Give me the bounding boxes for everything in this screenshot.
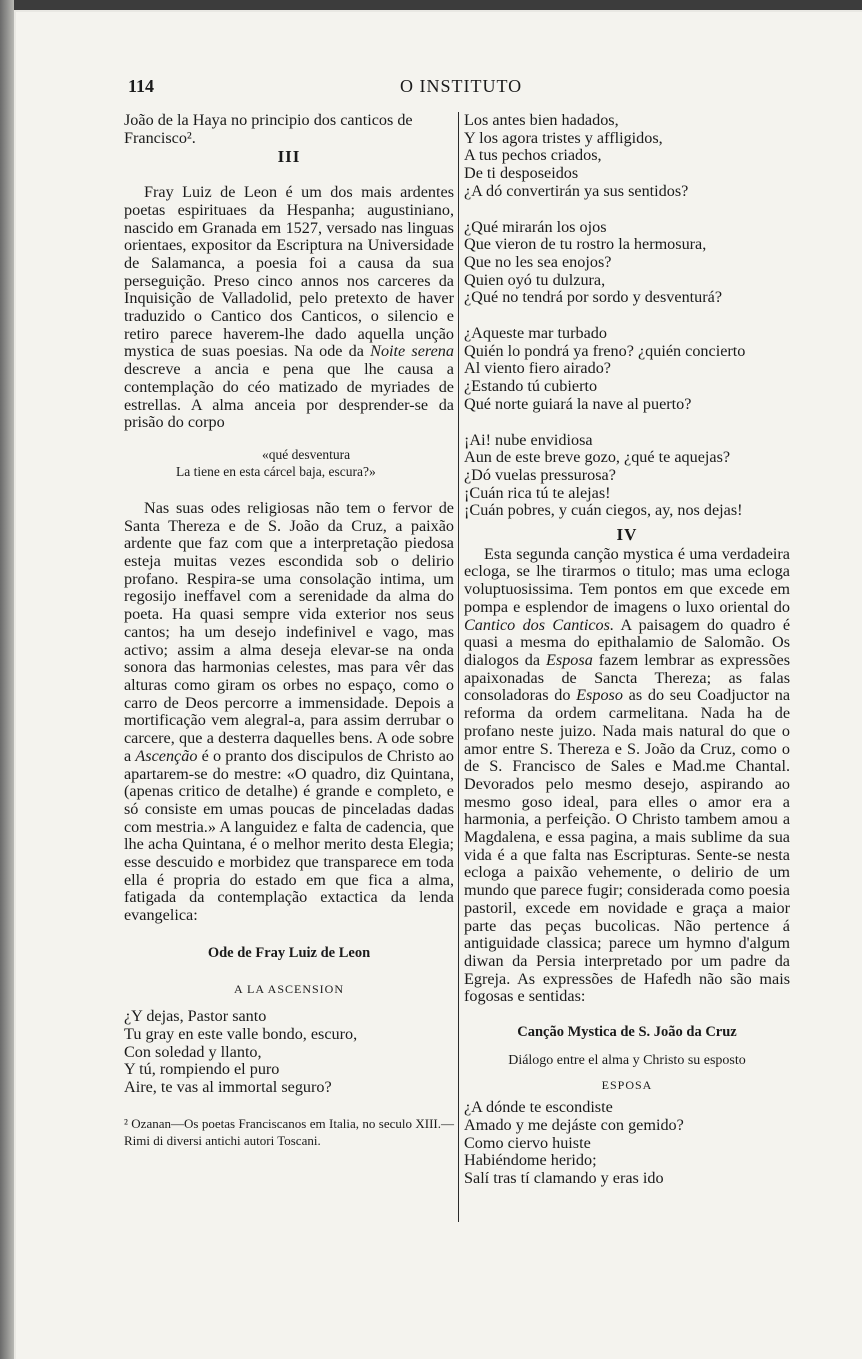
block-quote: «qué desventura La tiene en esta cárcel baja, escura?» — [176, 446, 376, 479]
book-binding-left — [0, 0, 14, 1359]
paragraph: Fray Luiz de Leon é um dos mais ardentes poetas espirituaes da Hespanha; augustiniano, nascido em Granada em 1527, versado nas linguas orientaes, expositor da Escriptura na Universidade de Salamanca, a poesia foi a causa da sua perseguição. Preso cinco annos nos carceres da Inquisição de Valladolid, pelo pretexto de haver traduzido o Cantico dos Canticos, o silencio e retiro parece haverem-lhe dado aquella unção mystica de suas poesias. Na ode da Noite serena descreve a ancia e pena que lhe causa a contemplação do céo matizado de myriades de estrellas. A alma anceia por desprender-se da prisão do corpo — [124, 183, 454, 432]
page-number: 114 — [128, 76, 155, 96]
paragraph: Nas suas odes religiosas não tem o fervor de Santa Thereza e de S. João da Cruz, a paixão ardente que faz com que a interpretação piedosa esteja muitas vezes escondida sob o delirio profano. Respira-se uma consolação intima, um regosijo ineffavel com a serenidade da alma do poeta. Ha quasi sempre vida exterior nos seus cantos; ha um desejo indefinivel e vago, mas activo; assim a alma deseja elevar-se na onda sonora das harmonias celestes, mas para vêr das alturas como giram os orbes no espaço, como o carro de Deos percorre a immensidade. Depois a mortificação vem alegral-a, para assim derrubar o carcere, que a desterra daquelles bens. A ode sobre a Ascenção é o pranto dos discipulos de Christo ao apartarem-se do mestre: «O quadro, diz Quintana, (apenas critico de detalhe) é grande e completo, e só consiste em umas poucas de pinceladas dadas com mestria.» A languidez e falta de cadencia, que lhe acha Quintana, é o melhor merito desta Elegia; esse descuido e morbidez que transparece em toda ella é propria do estado em que fica a alma, fatigada da contemplação extactica da lenda evangelica: — [124, 498, 455, 925]
poem-subtitle: A LA ASCENSION — [233, 981, 345, 996]
speaker-label: ESPOSA — [601, 1078, 653, 1093]
running-title: O INSTITUTO — [400, 76, 523, 96]
section-heading-iii: III — [277, 147, 301, 167]
book-binding-top — [0, 0, 862, 10]
poem-stanza: Los antes bien hadados, Y los agora tristes y affligidos, A tus pechos criados, De ti desposeidos ¿A dó convertirán ya sus sentidos? — [464, 111, 689, 200]
column-rule — [458, 112, 459, 1222]
section-heading-iv: IV — [616, 525, 638, 545]
poem-subtitle: Diálogo entre el alma y Christo su esposto — [508, 1052, 746, 1068]
poem-stanza: ¿Aqueste mar turbado Quién lo pondrá ya freno? ¿quién concierto Al viento fiero airado? ¿Estando tú cubierto Qué norte guiará la nave al puerto? — [464, 324, 746, 413]
page-header — [128, 76, 788, 98]
poem-stanza: ¿Qué mirarán los ojos Que vieron de tu rostro la hermosura, Que no les sea enojos? Quien oyó tu dulzura, ¿Qué no tendrá por sordo y desventurá? — [464, 217, 723, 307]
poem-stanza: ¡Ai! nube envidiosa Aun de este breve gozo, ¿qué te aquejas? ¿Dó vuelas pressurosa? ¡Cuán rica tú te alejas! ¡Cuán pobres, y cuán ciegos, ay, nos dejas! — [464, 430, 743, 520]
right-column — [464, 112, 790, 1206]
intro-line: João de la Haya no principio dos canticos de — [124, 111, 413, 129]
footnote: ² Ozanan—Os poetas Franciscanos em Italia, no seculo XIII.—Rimi di diversi antichi autori Toscani. — [124, 1115, 454, 1148]
poem-title: Ode de Fray Luiz de Leon — [207, 944, 371, 961]
poem-stanza: ¿A dónde te escondiste Amado y me dejáste con gemido? Como ciervo huiste Habiéndome herido; Salí tras tí clamando y eras ido — [464, 1098, 684, 1187]
paragraph: Esta segunda canção mystica é uma verdadeira ecloga, se lhe tirarmos o titulo; mas uma ecloga voluptuosissima. Tem pontos em que excede em pompa e esplendor de imagens o luxo oriental do Cantico dos Canticos. A paisagem do quadro é quasi a mesma do epithalamio de Salomão. Os dialogos da Esposa fazem lembrar as expressões apaixonadas de Sancta Thereza; as falas consoladoras do Esposo as do seu Coadjuctor na reforma da ordem carmelitana. Nada ha de profano neste juizo. Nada mais natural do que o amor entre S. Thereza e S. João da Cruz, como o de S. Francisco de Sales e Mad.me Chantal. Devorados pelo mesmo desejo, aspirando ao mesmo goso ideal, para elles o amor era a harmonia, a perfeição. O Christo tambem amou a Magdalena, e essa pagina, a mais sublime da sua vida é a que falta nas Escripturas. Sente-se nesta ecloga a paixão vehemente, o delirio de um mundo que parece fugir; considerada como poesia pastoril, excede em novidade e graça a maior parte das peças bucolicas. Não pertence á antiguidade classica; parece um hymno d'algum diwan da Persia interpretado por um padre da Egreja. As expressões de Hafedh não são mais fogosas e sentidas: — [464, 544, 791, 1006]
poem-stanza: ¿Y dejas, Pastor santo Tu gray en este valle bondo, escuro, Con soledad y llanto, Y tú, rompiendo el puro Aire, te vas al immortal seguro? — [124, 1007, 358, 1097]
left-column — [124, 112, 454, 1149]
intro-line: Francisco². — [124, 128, 196, 147]
poem-title: Canção Mystica de S. João da Cruz — [517, 1024, 737, 1041]
